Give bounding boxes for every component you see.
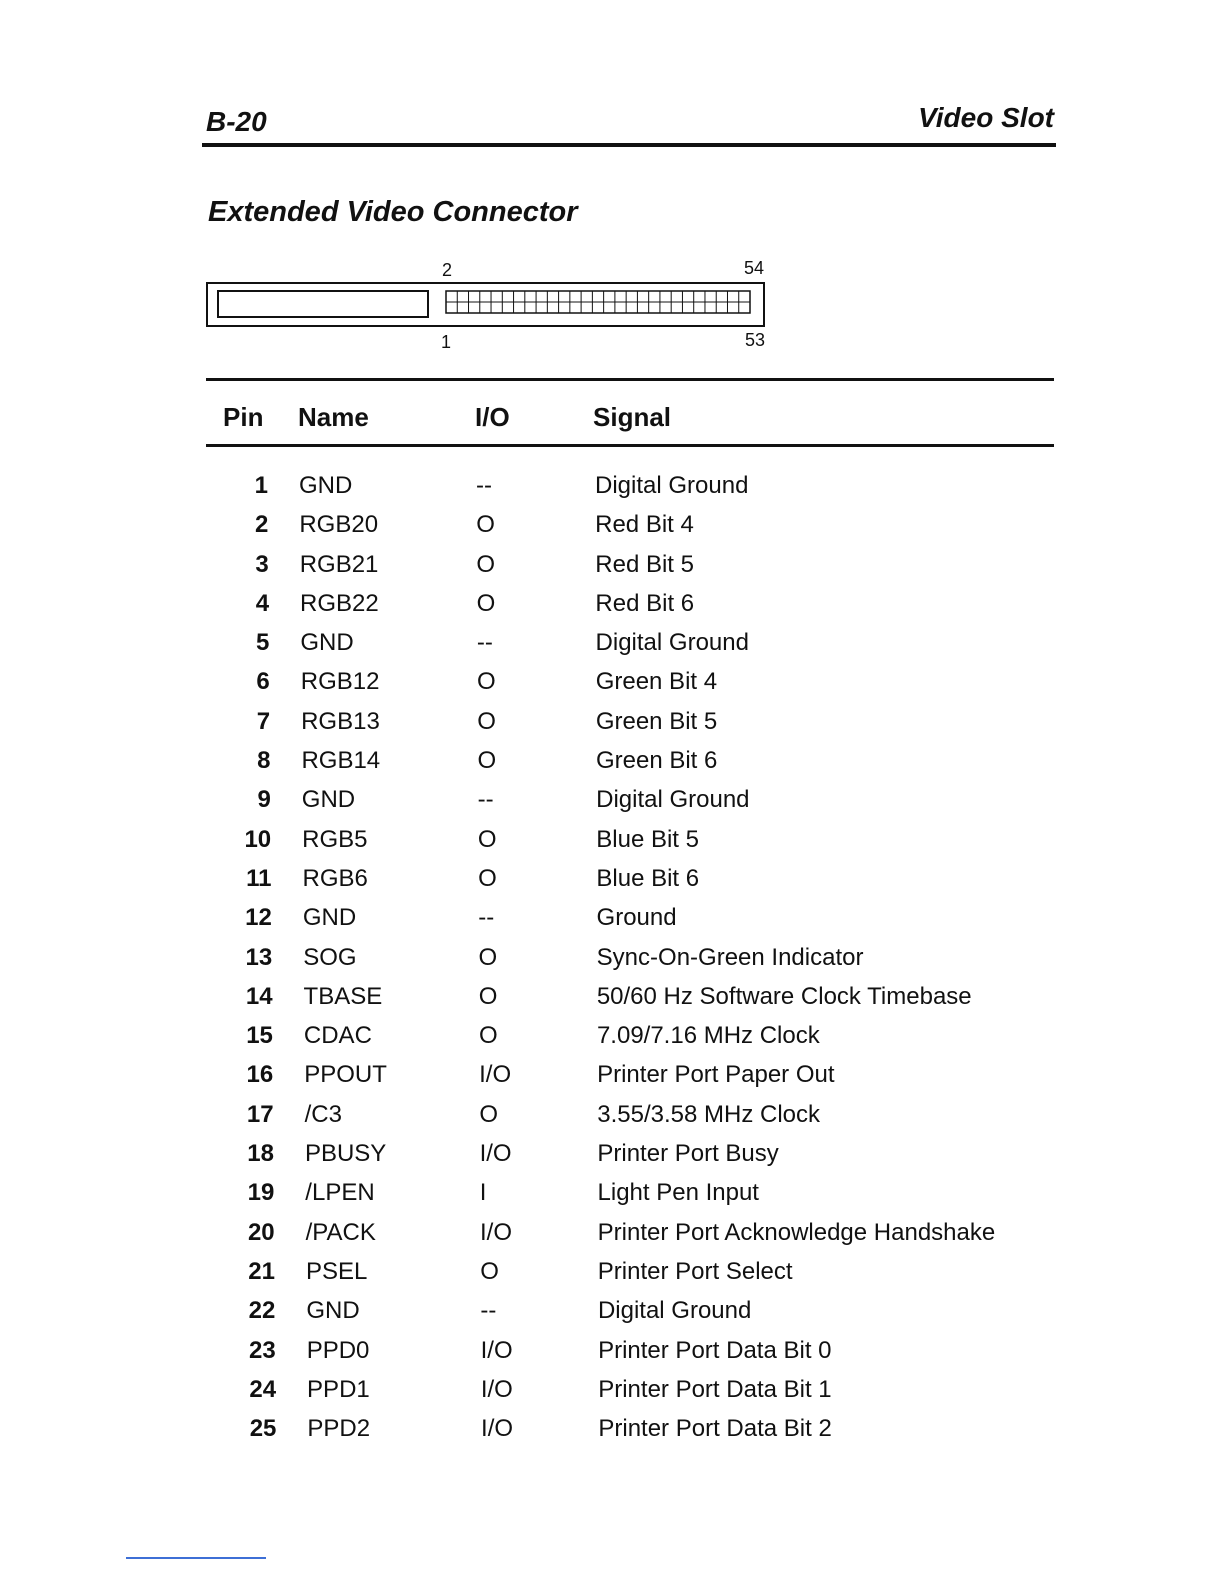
table-row xyxy=(0,743,1224,782)
table-row xyxy=(0,1333,1224,1372)
pin-label-bottom-right: 53 xyxy=(745,330,766,350)
table-row xyxy=(0,547,1224,586)
chapter-title: Video Slot xyxy=(918,102,1054,133)
name-cell: GND xyxy=(302,904,357,932)
io-cell: I/O xyxy=(479,1140,512,1168)
table-row xyxy=(0,1057,1224,1096)
pin-cell: 17 xyxy=(246,1100,274,1128)
table-row xyxy=(0,1411,1224,1450)
signal-cell: Digital Ground xyxy=(595,472,749,499)
name-cell: PPD1 xyxy=(307,1375,370,1403)
signal-cell: Green Bit 6 xyxy=(595,747,718,775)
name-cell: GND xyxy=(306,1297,360,1325)
signal-cell: Printer Port Data Bit 2 xyxy=(598,1415,832,1443)
name-cell: RGB6 xyxy=(302,864,368,892)
table-row xyxy=(0,861,1224,900)
pin-cell: 25 xyxy=(249,1415,277,1443)
table-row xyxy=(0,586,1224,625)
table-row xyxy=(0,1372,1224,1411)
signal-cell: Printer Port Acknowledge Handshake xyxy=(597,1218,996,1246)
pin-cell: 16 xyxy=(246,1061,274,1089)
signal-cell: Blue Bit 6 xyxy=(596,864,700,892)
io-cell: -- xyxy=(480,1297,497,1325)
table-row xyxy=(0,1136,1224,1175)
pin-cell: 23 xyxy=(248,1336,276,1364)
io-cell: I/O xyxy=(481,1415,514,1443)
pin-cell: 6 xyxy=(256,668,270,696)
pin-cell: 11 xyxy=(246,864,272,892)
name-cell: RGB13 xyxy=(301,707,380,735)
name-cell: RGB12 xyxy=(300,668,380,696)
pin-cell: 22 xyxy=(248,1297,276,1325)
name-cell: PPOUT xyxy=(304,1061,387,1089)
name-cell: GND xyxy=(301,786,356,814)
signal-cell: 50/60 Hz Software Clock Timebase xyxy=(596,982,972,1010)
name-cell: RGB21 xyxy=(299,550,379,578)
pin-label-bottom-left: 1 xyxy=(441,332,452,352)
pin-cell: 4 xyxy=(255,589,270,617)
name-cell: RGB5 xyxy=(302,825,368,853)
signal-cell: Red Bit 4 xyxy=(595,511,694,539)
pin-cell: 14 xyxy=(245,982,273,1010)
table-row xyxy=(0,468,1224,507)
pin-cell: 8 xyxy=(257,747,271,775)
signal-cell: Digital Ground xyxy=(597,1297,752,1325)
signal-cell: 7.09/7.16 MHz Clock xyxy=(596,1022,820,1050)
signal-cell: Red Bit 6 xyxy=(595,589,695,617)
name-cell: PSEL xyxy=(306,1257,368,1285)
io-cell: -- xyxy=(476,472,492,499)
column-header-signal: Signal xyxy=(593,402,672,432)
io-cell: -- xyxy=(476,629,493,657)
name-cell: PPD2 xyxy=(307,1415,371,1443)
table-row xyxy=(0,1018,1224,1057)
signal-cell: Printer Port Data Bit 0 xyxy=(598,1336,832,1364)
io-cell: O xyxy=(478,982,498,1010)
io-cell: O xyxy=(476,550,496,578)
pin-cell: 7 xyxy=(256,707,271,735)
io-cell: O xyxy=(476,511,495,539)
table-row xyxy=(0,900,1224,939)
pin-label-top-right: 54 xyxy=(744,258,765,278)
name-cell: /PACK xyxy=(305,1218,376,1246)
io-cell: O xyxy=(477,668,496,696)
pin-cell: 21 xyxy=(248,1257,275,1285)
io-cell: I/O xyxy=(479,1061,512,1089)
signal-cell: Ground xyxy=(596,904,677,932)
pin-cell: 19 xyxy=(247,1179,275,1207)
signal-cell: Printer Port Busy xyxy=(597,1140,779,1168)
io-cell: O xyxy=(478,1022,498,1050)
name-cell: PPD0 xyxy=(306,1336,370,1364)
name-cell: /LPEN xyxy=(305,1179,375,1207)
io-cell: I/O xyxy=(480,1375,513,1403)
pin-cell: 2 xyxy=(254,511,269,539)
section-title: Extended Video Connector xyxy=(208,196,578,228)
name-cell: RGB20 xyxy=(299,511,379,539)
table-row xyxy=(0,1215,1224,1254)
name-cell: RGB22 xyxy=(300,589,379,617)
name-cell: GND xyxy=(300,629,354,657)
pin-cell: 5 xyxy=(256,629,270,657)
name-cell: GND xyxy=(299,472,353,499)
table-row xyxy=(0,664,1224,703)
name-cell: /C3 xyxy=(304,1100,342,1128)
pin-cell: 3 xyxy=(255,550,269,578)
table-row xyxy=(0,507,1224,546)
io-cell: I/O xyxy=(480,1336,513,1364)
signal-cell: Printer Port Select xyxy=(597,1257,793,1285)
io-cell: O xyxy=(477,747,497,775)
io-cell: -- xyxy=(478,904,495,932)
table-row xyxy=(0,1097,1224,1136)
name-cell: RGB14 xyxy=(301,747,381,775)
pin-cell: 10 xyxy=(244,825,272,853)
table-row xyxy=(0,625,1224,664)
table-row xyxy=(0,1175,1224,1214)
signal-cell: Digital Ground xyxy=(595,629,749,657)
signal-cell: Digital Ground xyxy=(596,786,750,814)
pin-cell: 24 xyxy=(249,1375,277,1403)
table-row xyxy=(0,1293,1224,1332)
signal-cell: Printer Port Data Bit 1 xyxy=(598,1375,832,1403)
name-cell: SOG xyxy=(303,943,357,971)
io-cell: -- xyxy=(477,786,494,814)
pin-cell: 15 xyxy=(246,1022,273,1050)
table-row xyxy=(0,782,1224,821)
pin-label-top-left: 2 xyxy=(442,260,453,280)
table-top-rule xyxy=(206,378,1054,381)
table-row xyxy=(0,1254,1224,1293)
column-header-pin: Pin xyxy=(223,402,264,432)
io-cell: I/O xyxy=(479,1218,512,1246)
io-cell: O xyxy=(478,864,497,892)
io-cell: I xyxy=(479,1179,487,1207)
pin-cell: 9 xyxy=(257,786,271,814)
signal-cell: Blue Bit 5 xyxy=(596,825,699,853)
signal-cell: Green Bit 5 xyxy=(595,707,718,735)
page-number: B-20 xyxy=(206,106,267,137)
table-row xyxy=(0,704,1224,743)
name-cell: PBUSY xyxy=(304,1140,387,1168)
signal-cell: Sync-On-Green Indicator xyxy=(596,943,864,971)
table-row xyxy=(0,940,1224,979)
pin-cell: 1 xyxy=(254,472,268,499)
footer-mark xyxy=(126,1557,266,1559)
io-cell: O xyxy=(479,1100,499,1128)
pin-table xyxy=(0,468,1224,1450)
pin-cell: 20 xyxy=(247,1218,275,1246)
connector-outline xyxy=(206,258,786,358)
connector-diagram xyxy=(206,258,786,358)
pin-cell: 12 xyxy=(245,904,272,932)
name-cell: CDAC xyxy=(303,1022,372,1050)
io-cell: O xyxy=(476,589,496,617)
table-row xyxy=(0,979,1224,1018)
signal-cell: Red Bit 5 xyxy=(595,550,694,578)
table-row xyxy=(0,822,1224,861)
io-cell: O xyxy=(480,1257,499,1285)
pin-cell: 13 xyxy=(245,943,273,971)
signal-cell: Green Bit 4 xyxy=(595,668,718,696)
table-header-rule xyxy=(206,444,1054,447)
name-cell: TBASE xyxy=(303,982,383,1010)
signal-cell: Light Pen Input xyxy=(597,1179,759,1207)
column-header-io: I/O xyxy=(475,402,510,432)
column-header-name: Name xyxy=(298,402,369,432)
signal-cell: 3.55/3.58 MHz Clock xyxy=(597,1100,820,1128)
io-cell: O xyxy=(477,825,497,853)
pin-cell: 18 xyxy=(247,1140,274,1168)
io-cell: O xyxy=(477,707,496,735)
io-cell: O xyxy=(478,943,498,971)
header-divider xyxy=(202,143,1056,147)
signal-cell: Printer Port Paper Out xyxy=(597,1061,835,1089)
